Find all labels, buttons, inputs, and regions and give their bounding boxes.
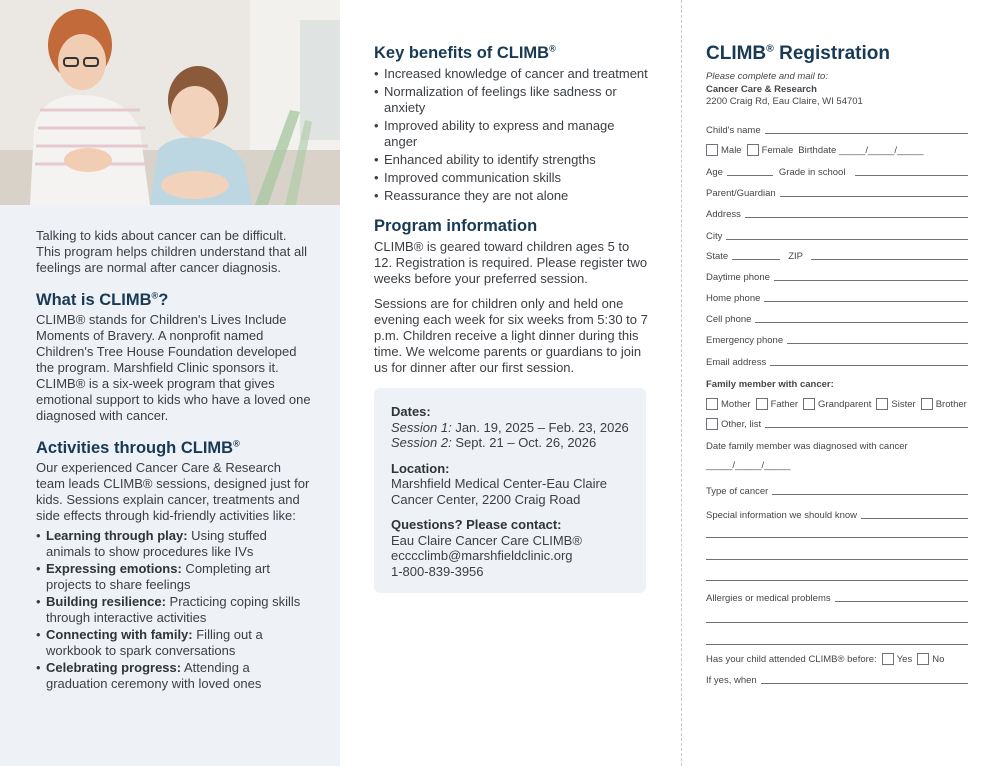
- list-item: • Reassurance they are not alone: [374, 188, 648, 204]
- emergency-phone-field[interactable]: Emergency phone: [706, 332, 968, 346]
- contact-phone[interactable]: 1-800-839-3956: [391, 563, 484, 579]
- mailing-address: Please complete and mail to: Cancer Care & Research 2200 Craig Rd, Eau Claire, WI 54701: [706, 71, 863, 107]
- benefits-list: [374, 66, 648, 204]
- yes-checkbox[interactable]: [882, 653, 894, 665]
- special-info-line-3[interactable]: [706, 559, 968, 560]
- activities-list: [36, 528, 312, 692]
- parent-field[interactable]: Parent/Guardian: [706, 185, 968, 199]
- allergies-line-3[interactable]: [706, 644, 968, 645]
- allergies-line-2[interactable]: [706, 622, 968, 623]
- home-phone-field[interactable]: Home phone: [706, 290, 968, 304]
- email-field[interactable]: Email address: [706, 354, 968, 368]
- list-item: • Normalization of feelings like sadness or anxiety: [374, 84, 648, 116]
- list-item: • Enhanced ability to identify strengths: [374, 152, 648, 168]
- city-field[interactable]: City: [706, 228, 968, 242]
- state-zip-row: State ZIP: [706, 248, 968, 262]
- male-checkbox[interactable]: [706, 144, 718, 156]
- activities-heading: Activities through CLIMB®: [36, 438, 240, 457]
- other-checkbox[interactable]: [706, 418, 718, 430]
- childs-name-field[interactable]: Child's name: [706, 122, 968, 136]
- list-item: • Improved communication skills: [374, 170, 648, 186]
- attended-before-row: Has your child attended CLIMB® before: Yes No: [706, 653, 945, 665]
- benefits-heading: Key benefits of CLIMB®: [374, 43, 556, 62]
- allergies-field[interactable]: Allergies or medical problems: [706, 590, 968, 604]
- date-diagnosed-field[interactable]: _____/_____/_____: [706, 460, 791, 471]
- dates-block: Dates: Session 1: Jan. 19, 2025 – Feb. 23, 2026 Session 2: Sept. 21 – Oct. 26, 2026: [391, 404, 629, 450]
- list-item: • Improved ability to express and manage anger: [374, 118, 648, 150]
- grandparent-checkbox[interactable]: [803, 398, 815, 410]
- other-relation-field[interactable]: Other, list: [706, 416, 968, 430]
- program-info-p2: Sessions are for children only and held one evening each week for six weeks from 5:30 to 7 p.m. Children receive a light dinner during this time. We welcome parents or guardians to join us for dinner after our first session.: [374, 296, 648, 375]
- left-panel: [0, 0, 340, 766]
- address-field[interactable]: Address: [706, 206, 968, 220]
- birthdate-field[interactable]: _____/_____/_____: [838, 144, 924, 156]
- type-of-cancer-field[interactable]: Type of cancer: [706, 483, 968, 497]
- activities-body: Our experienced Cancer Care & Research team leads CLIMB® sessions, designed just for kids. Sessions explain cancer, treatments and side effects through kid-friendly activities like:: [36, 460, 310, 523]
- hero-photo: [0, 0, 340, 205]
- female-checkbox[interactable]: [747, 144, 759, 156]
- contact-email[interactable]: ecccclimb@marshfieldclinic.org: [391, 548, 573, 563]
- program-info-heading: Program information: [374, 217, 538, 235]
- list-item: • Learning through play: Using stuffed animals to show procedures like IVs: [36, 528, 312, 560]
- fold-divider: [681, 0, 682, 766]
- what-is-climb-body: CLIMB® stands for Children's Lives Include Moments of Bravery. A nonprofit named Children's Tree House Foundation developed the program. Marshfield Clinic sponsors it. CLIMB® is a six-week program that gives emotional support to kids who have a loved one diagnosed with cancer.: [36, 312, 311, 423]
- sister-checkbox[interactable]: [876, 398, 888, 410]
- cell-phone-field[interactable]: Cell phone: [706, 311, 968, 325]
- grade-field[interactable]: [855, 166, 968, 176]
- age-field[interactable]: [727, 166, 773, 176]
- zip-field[interactable]: [811, 250, 968, 260]
- special-info-line-4[interactable]: [706, 580, 968, 581]
- special-info-field[interactable]: Special information we should know: [706, 507, 968, 521]
- registration-title: CLIMB® Registration: [706, 43, 890, 64]
- program-info-p1: CLIMB® is geared toward children ages 5 to 12. Registration is required. Please register two weeks before your preferred session.: [374, 239, 648, 286]
- middle-column: [374, 43, 648, 593]
- contact-block: Questions? Please contact: Eau Claire Cancer Care CLIMB® ecccclimb@marshfieldclinic.org 1-800-839-3956: [391, 517, 630, 579]
- family-member-label: Family member with cancer:: [706, 379, 834, 390]
- father-checkbox[interactable]: [756, 398, 768, 410]
- gender-birthdate-row: Male Female Birthdate _____/_____/_____: [706, 143, 928, 157]
- list-item: • Building resilience: Practicing coping skills through interactive activities: [36, 594, 312, 626]
- location-block: Location: Marshfield Medical Center-Eau Claire Cancer Center, 2200 Craig Road: [391, 460, 608, 507]
- age-grade-row: Age Grade in school: [706, 164, 968, 178]
- intro-text: Talking to kids about cancer can be difficult. This program helps children understand that all feelings are normal after cancer diagnosis.: [36, 228, 307, 275]
- left-column-text: [36, 228, 312, 693]
- what-is-climb-heading: What is CLIMB®?: [36, 290, 169, 309]
- session-info-box: [374, 388, 646, 593]
- list-item: • Celebrating progress: Attending a graduation ceremony with loved ones: [36, 660, 312, 692]
- brother-checkbox[interactable]: [921, 398, 933, 410]
- relation-checkboxes: Mother Father Grandparent Sister Brother: [706, 397, 967, 411]
- if-yes-when-field[interactable]: If yes, when: [706, 672, 968, 686]
- special-info-line-2[interactable]: [706, 537, 968, 538]
- list-item: • Expressing emotions: Completing art projects to share feelings: [36, 561, 312, 593]
- date-diagnosed-label: Date family member was diagnosed with cancer: [706, 441, 908, 452]
- daytime-phone-field[interactable]: Daytime phone: [706, 269, 968, 283]
- state-field[interactable]: [732, 250, 780, 260]
- no-checkbox[interactable]: [917, 653, 929, 665]
- list-item: • Increased knowledge of cancer and treatment: [374, 66, 648, 82]
- list-item: • Connecting with family: Filling out a workbook to spark conversations: [36, 627, 312, 659]
- mother-checkbox[interactable]: [706, 398, 718, 410]
